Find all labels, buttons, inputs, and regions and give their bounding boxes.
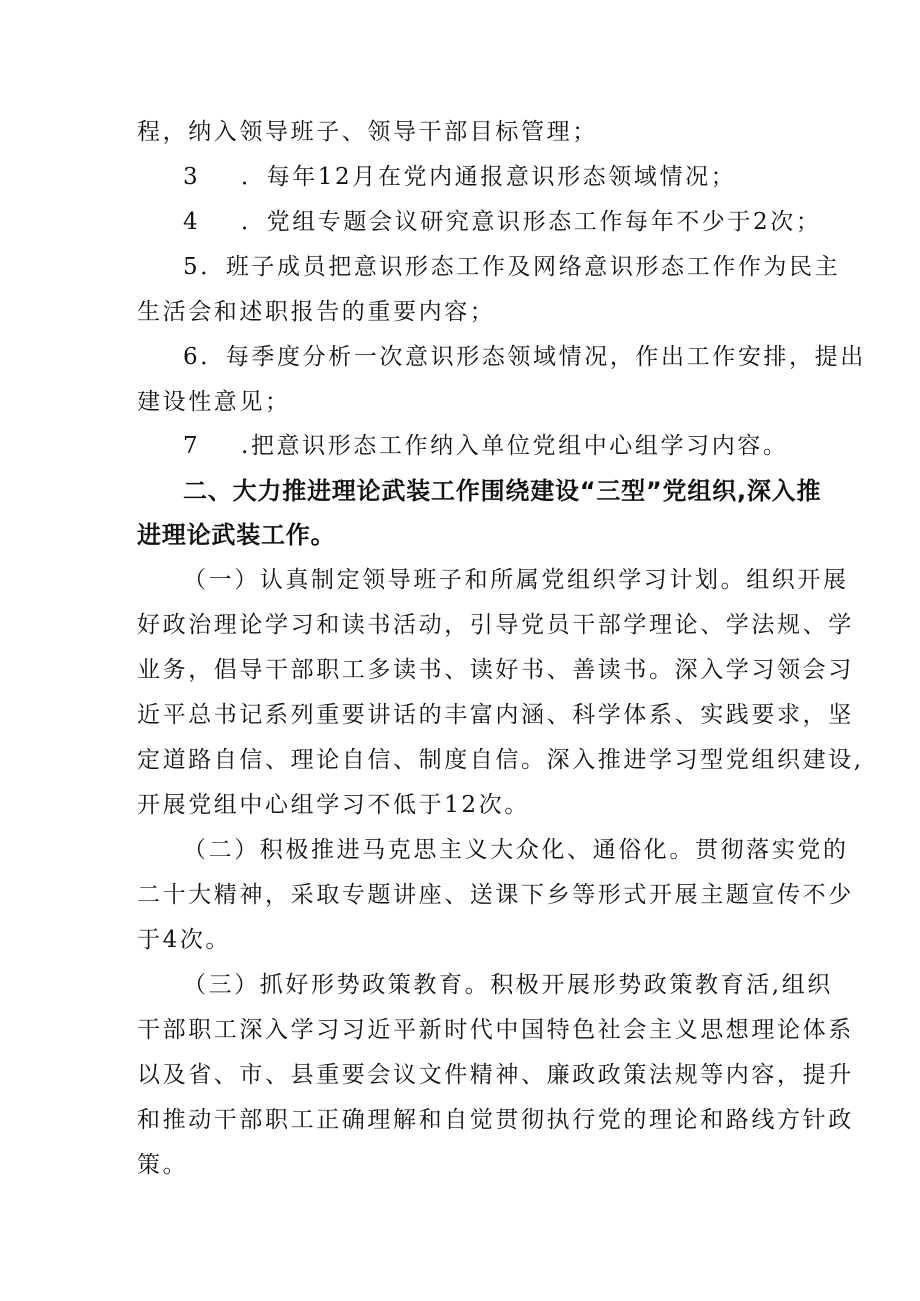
- text-line: 建设性意见；: [137, 389, 291, 415]
- paragraph-line: 于4次。: [137, 927, 232, 953]
- paragraph-line: 近平总书记系列重要讲话的丰富内涵、科学体系、实践要求，坚: [137, 702, 854, 728]
- paragraph-line: 二十大精神，采取专题讲座、送课下乡等形式开展主题宣传不少: [137, 882, 854, 908]
- paragraph-line: 策。: [137, 1152, 189, 1178]
- list-text: .把意识形态工作纳入单位党组中心组学习内容。: [241, 433, 789, 459]
- section-heading: 二、大力推进理论武装工作围绕建设“三型”党组织,深入推: [183, 477, 822, 505]
- paragraph-line: 业务，倡导干部职工多读书、读好书、善读书。深入学习领会习: [137, 657, 854, 683]
- list-text: ．每年12月在党内通报意识形态领域情况；: [241, 164, 737, 190]
- list-number: 4: [183, 209, 201, 235]
- list-item-5: 5．班子成员把意识形态工作及网络意识形态工作作为民主: [183, 254, 841, 280]
- list-item-7: [183, 431, 789, 461]
- paragraph-line: 定道路自信、理论自信、制度自信。深入推进学习型党组织建设,: [137, 747, 864, 773]
- paragraph-line: 以及省、市、县重要会议文件精神、廉政政策法规等内容，提升: [137, 1062, 854, 1088]
- paragraph-line: 和推动干部职工正确理解和自觉贯彻执行党的理论和路线方针政: [137, 1107, 854, 1133]
- list-text: ．党组专题会议研究意识形态工作每年不少于2次；: [241, 209, 822, 235]
- paragraph-line: 干部职工深入学习习近平新时代中国特色社会主义思想理论体系: [137, 1017, 854, 1043]
- text-line: 生活会和述职报告的重要内容；: [137, 299, 496, 325]
- list-item-3: [183, 162, 736, 192]
- list-number: 3: [183, 164, 201, 190]
- text-line: 程，纳入领导班子、领导干部目标管理；: [137, 119, 598, 145]
- paragraph-line: 好政治理论学习和读书活动，引导党员干部学理论、学法规、学: [137, 612, 854, 638]
- list-number: 7: [183, 433, 201, 459]
- section-heading-cont: 进理论武装工作。: [137, 521, 336, 549]
- list-item-4: [183, 207, 821, 237]
- paragraph-line: 开展党组中心组学习不低于12次。: [137, 792, 530, 818]
- list-item-6: 6．每季度分析一次意识形态领域情况，作出工作安排，提出: [183, 344, 866, 370]
- paragraph-line: （二）积极推进马克思主义大众化、通俗化。贯彻落实党的: [183, 837, 849, 863]
- paragraph-line: （三）抓好形势政策教育。积极开展形势政策教育活,组织: [183, 972, 833, 998]
- paragraph-line: （一）认真制定领导班子和所属党组织学习计划。组织开展: [183, 567, 849, 593]
